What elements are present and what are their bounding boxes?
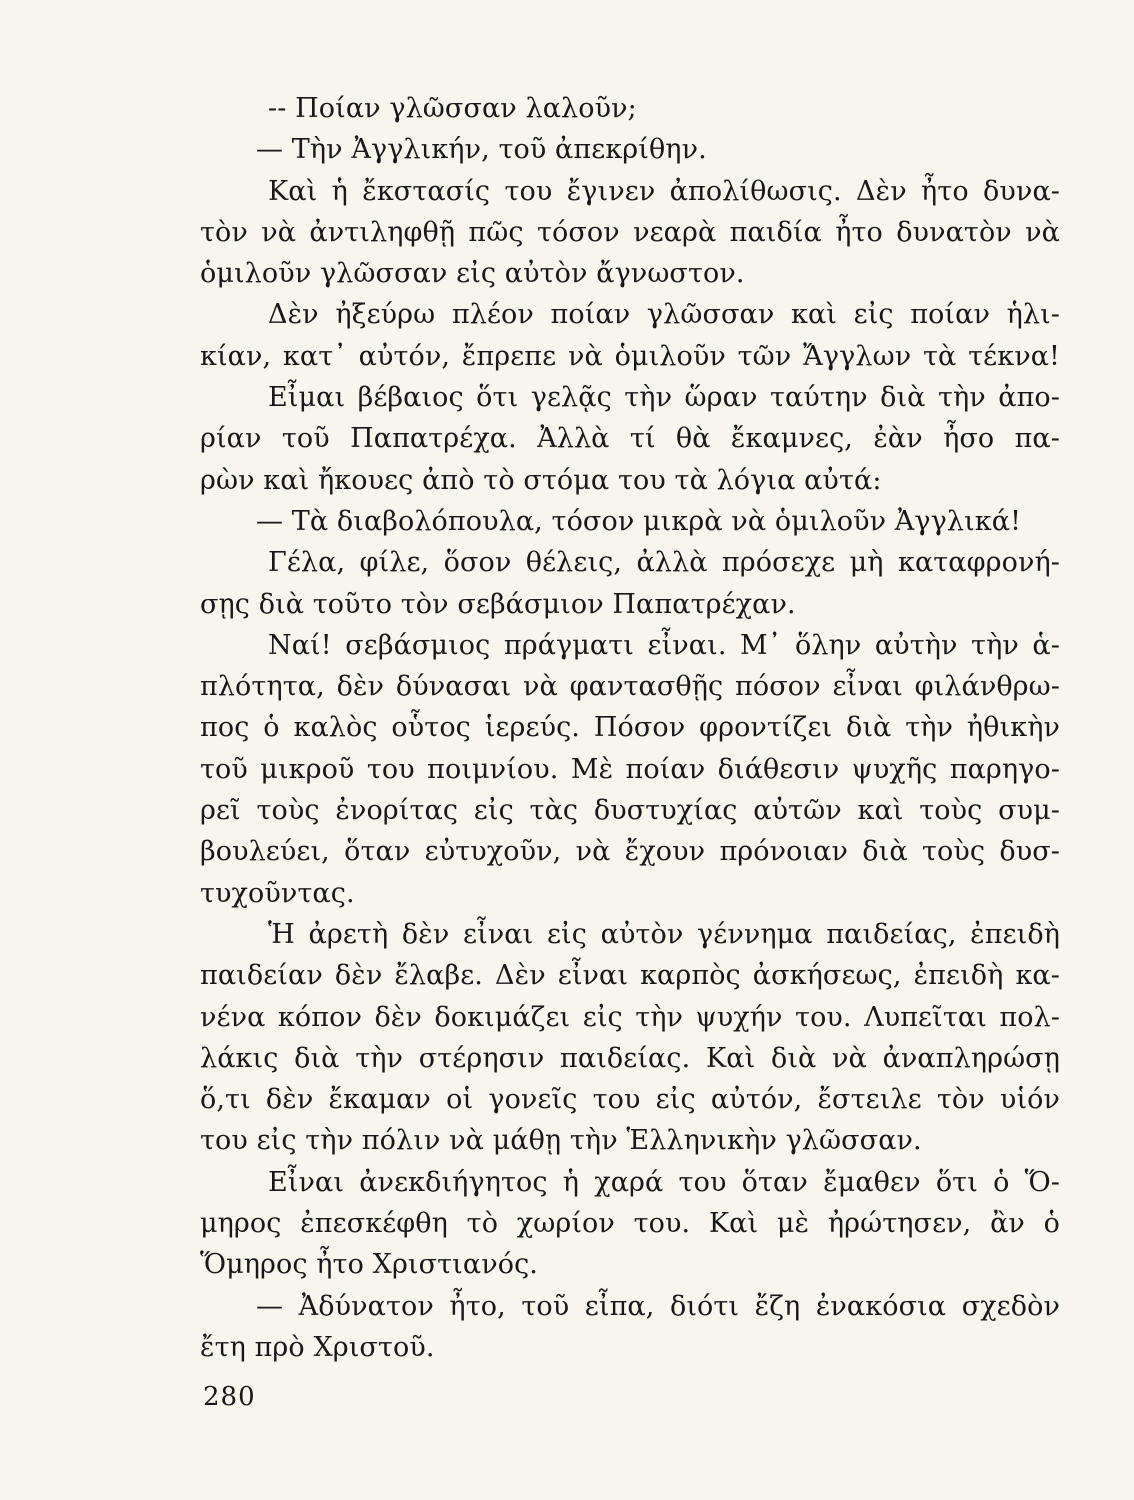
text-line: — Τὴν Ἀγγλικήν, τοῦ ἀπεκρίθην. [256, 134, 707, 166]
page-number: 280 [203, 1382, 256, 1412]
text-line: βουλεύει, ὅταν εὐτυχοῦν, νὰ ἔχουν πρόνοιαν διὰ τοὺς δυσ- [200, 836, 1060, 868]
text-line: ὁμιλοῦν γλῶσσαν εἰς αὐτὸν ἄγνωστον. [200, 258, 745, 290]
text-line: νένα κόπον δὲν δοκιμάζει εἰς τὴν ψυχήν του. Λυπεῖται πολ- [200, 1001, 1060, 1033]
text-line: τὸν νὰ ἀντιληφθῇ πῶς τόσον νεαρὰ παιδία ἦτο δυνατὸν νὰ [200, 216, 1060, 248]
text-line: Καὶ ἡ ἔκστασίς του ἔγινεν ἀπολίθωσις. Δὲν ἦτο δυνα- [268, 175, 1060, 207]
text-line: τοῦ μικροῦ του ποιμνίου. Μὲ ποίαν διάθεσιν ψυχῆς παρηγο- [200, 753, 1060, 785]
text-line: μηρος ἐπεσκέφθη τὸ χωρίον του. Καὶ μὲ ἠρώτησεν, ἂν ὁ [200, 1208, 1060, 1240]
text-line: λάκις διὰ τὴν στέρησιν παιδείας. Καὶ διὰ νὰ ἀναπληρώσῃ [200, 1042, 1060, 1074]
text-line: ἔτη πρὸ Χριστοῦ. [200, 1331, 435, 1363]
text-line: ὅ,τι δὲν ἔκαμαν οἱ γονεῖς του εἰς αὐτόν, ἔστειλε τὸν υἱόν [200, 1084, 1060, 1116]
text-line: — Ἀδύνατον ἦτο, τοῦ εἶπα, διότι ἔζη ἐνακόσια σχεδὸν [256, 1290, 1060, 1322]
text-line: Ἡ ἀρετὴ δὲν εἶναι εἰς αὐτὸν γέννημα παιδείας, ἐπειδὴ [268, 918, 1060, 950]
text-line: τυχοῦντας. [200, 877, 355, 909]
text-line: Ναί! σεβάσμιος πράγματι εἶναι. Μ᾽ ὅλην αὐτὴν τὴν ἁ- [268, 629, 1060, 661]
text-line: παιδείαν δὲν ἔλαβε. Δὲν εἶναι καρπὸς ἀσκήσεως, ἐπειδὴ κα- [200, 960, 1060, 992]
text-line: ρεῖ τοὺς ἐνορίτας εἰς τὰς δυστυχίας αὐτῶν καὶ τοὺς συμ- [200, 795, 1060, 827]
text-line: Ὅμηρος ἦτο Χριστιανός. [200, 1249, 538, 1281]
text-line: ρίαν τοῦ Παπατρέχα. Ἀλλὰ τί θὰ ἔκαμνες, ἐὰν ἦσο πα- [200, 423, 1060, 455]
text-line: -- Ποίαν γλῶσσαν λαλοῦν; [268, 93, 637, 124]
text-line: του εἰς τὴν πόλιν νὰ μάθῃ τὴν Ἑλληνικὴν γλῶσσαν. [200, 1125, 922, 1157]
text-line: πλότητα, δὲν δύνασαι νὰ φαντασθῇς πόσον εἶναι φιλάνθρω- [200, 671, 1060, 703]
body-text [200, 88, 1060, 1368]
text-line: σῃς διὰ τοῦτο τὸν σεβάσμιον Παπατρέχαν. [200, 588, 796, 620]
text-line: πος ὁ καλὸς οὗτος ἱερεύς. Πόσον φροντίζει διὰ τὴν ἠθικὴν [200, 712, 1060, 744]
text-line: κίαν, κατ᾽ αὐτόν, ἔπρεπε νὰ ὁμιλοῦν τῶν Ἄγγλων τὰ τέκνα! [200, 340, 1060, 372]
text-line: — Τὰ διαβολόπουλα, τόσον μικρὰ νὰ ὁμιλοῦν Ἀγγλικά! [256, 505, 1022, 537]
text-line: Εἶμαι βέβαιος ὅτι γελᾷς τὴν ὥραν ταύτην διὰ τὴν ἀπο- [268, 382, 1060, 414]
text-line: Εἶναι ἀνεκδιήγητος ἡ χαρά του ὅταν ἔμαθεν ὅτι ὁ Ὅ- [268, 1166, 1060, 1198]
text-line: Δὲν ἠξεύρω πλέον ποίαν γλῶσσαν καὶ εἰς ποίαν ἡλι- [268, 299, 1060, 331]
text-line: ρὼν καὶ ἤκουες ἀπὸ τὸ στόμα του τὰ λόγια αὐτά: [200, 464, 882, 496]
text-line: Γέλα, φίλε, ὅσον θέλεις, ἀλλὰ πρόσεχε μὴ καταφρονή- [268, 547, 1060, 579]
